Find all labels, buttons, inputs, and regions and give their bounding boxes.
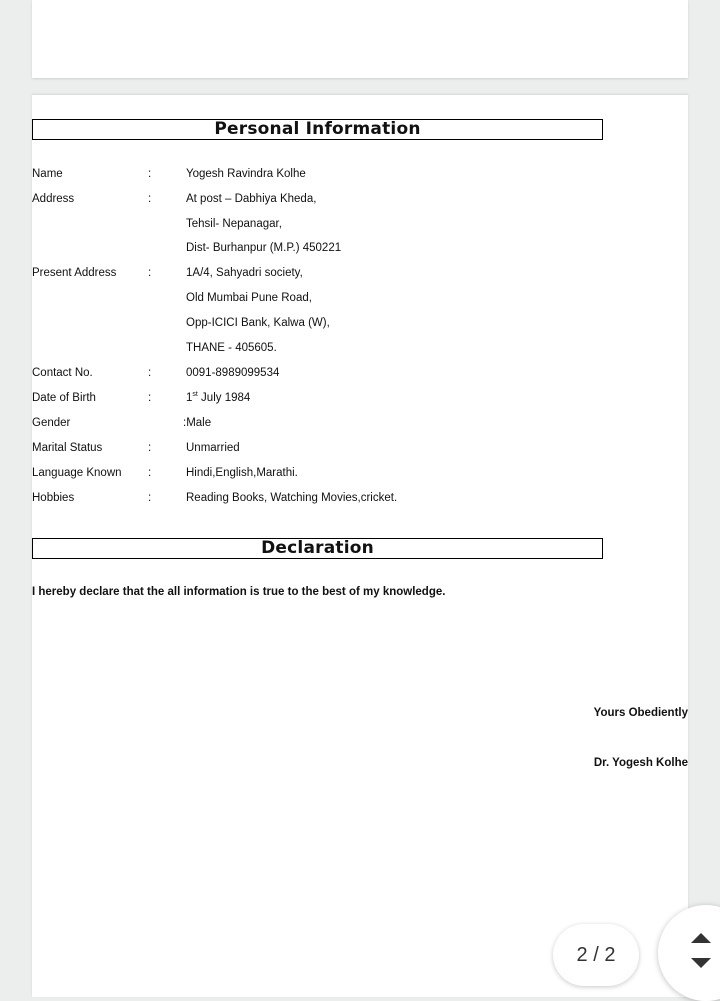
dob-day: 1 xyxy=(186,392,193,404)
dob-label: Date of Birth xyxy=(32,392,96,404)
present-address-label: Present Address xyxy=(32,267,117,279)
marital-colon: : xyxy=(148,442,152,454)
declaration-heading: Declaration xyxy=(32,538,603,559)
address-line-1: At post – Dabhiya Kheda, xyxy=(186,193,317,205)
contact-label: Contact No. xyxy=(32,367,93,379)
gender-value: :Male xyxy=(183,417,212,429)
contact-colon: : xyxy=(148,367,152,379)
dob-rest: July 1984 xyxy=(197,392,251,404)
language-colon: : xyxy=(148,467,152,479)
previous-page xyxy=(32,0,688,78)
scroll-down-arrow-icon[interactable] xyxy=(691,958,711,968)
signature-name: Dr. Yogesh Kolhe xyxy=(593,757,688,769)
address-line-2: Tehsil- Nepanagar, xyxy=(186,218,282,230)
present-address-line-1: 1A/4, Sahyadri society, xyxy=(186,267,303,279)
marital-value: Unmarried xyxy=(186,442,240,454)
page-indicator-text: 2 / 2 xyxy=(576,943,616,966)
personal-information-heading: Personal Information xyxy=(32,119,603,140)
language-value: Hindi,English,Marathi. xyxy=(186,467,298,479)
present-address-colon: : xyxy=(148,267,152,279)
name-colon: : xyxy=(148,168,152,180)
dob-suffix: st xyxy=(192,391,198,399)
marital-label: Marital Status xyxy=(32,442,103,454)
present-address-line-3: Opp-ICICI Bank, Kalwa (W), xyxy=(186,317,330,329)
page-indicator xyxy=(553,924,639,986)
present-address-line-2: Old Mumbai Pune Road, xyxy=(186,292,312,304)
declaration-text: I hereby declare that the all information is true to the best of my knowledge. xyxy=(32,586,446,598)
hobbies-label: Hobbies xyxy=(32,492,75,504)
scroll-up-arrow-icon[interactable] xyxy=(691,933,711,943)
closing-text: Yours Obediently xyxy=(593,707,688,719)
dob-colon: : xyxy=(148,392,152,404)
address-line-3: Dist- Burhanpur (M.P.) 450221 xyxy=(186,242,342,254)
hobbies-colon: : xyxy=(148,492,152,504)
dob-value xyxy=(186,391,250,405)
gender-label: Gender xyxy=(32,417,71,429)
name-label: Name xyxy=(32,168,63,180)
name-value: Yogesh Ravindra Kolhe xyxy=(186,168,306,180)
language-label: Language Known xyxy=(32,467,122,479)
hobbies-value: Reading Books, Watching Movies,cricket. xyxy=(186,492,398,504)
address-label: Address xyxy=(32,193,75,205)
contact-value: 0091-8989099534 xyxy=(186,367,280,379)
present-address-line-4: THANE - 405605. xyxy=(186,342,277,354)
address-colon: : xyxy=(148,193,152,205)
